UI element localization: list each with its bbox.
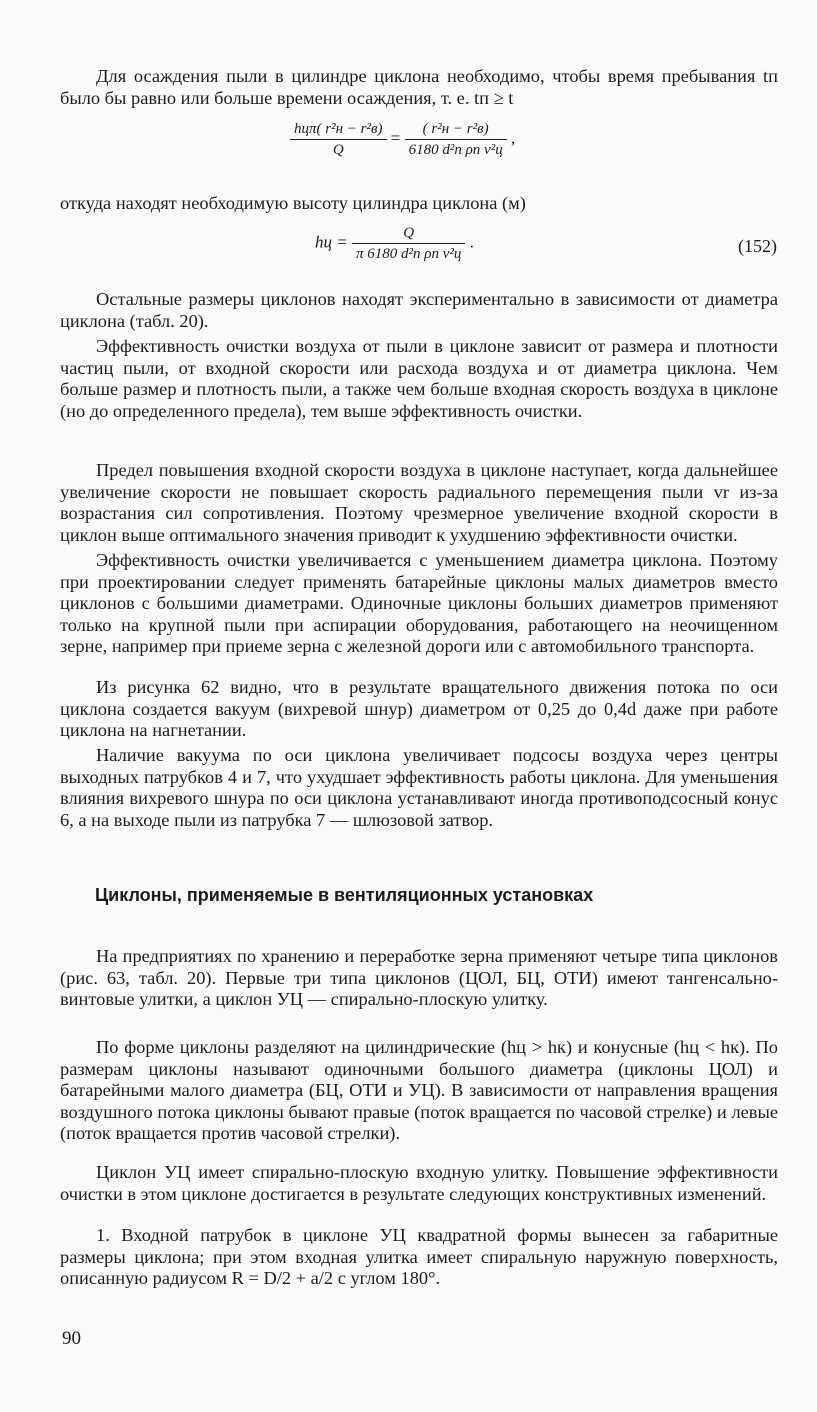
formula1-right-denominator: 6180 d²п ρп v²ц [408, 142, 503, 158]
paragraph-uc-cyclone: Циклон УЦ имеет спирально-плоскую входную улитку. Повышение эффективности очистки в этом циклоне достигается в результате следующих конструктивных изменений. [60, 1162, 778, 1204]
paragraph-other-dimensions: Остальные размеры циклонов находят экспериментально в зависимости от диаметра циклона (табл. 20). [60, 289, 778, 331]
formula1-left-denominator: Q [332, 142, 344, 158]
formula-cylinder-height [315, 224, 474, 263]
formula2-lhs: hц = [315, 232, 348, 252]
paragraph-vortex-vacuum: Из рисунка 62 видно, что в результате вращательного движения потока по оси циклона создается вакуум (вихревой шнур) диаметром от 0,25 до 0,4d даже при работе циклона на нагнетании. [60, 677, 778, 741]
paragraph-inlet-design: 1. Входной патрубок в циклоне УЦ квадратной формы вынесен за габаритные размеры циклона; при этом входная улитка имеет спиральную наружную поверхность, описанную радиусом R = D/2 + a/2 с углом 180°. [60, 1225, 778, 1289]
section-heading: Циклоны, применяемые в вентиляционных установках [95, 885, 594, 905]
paragraph-diameter-effect: Эффективность очистки увеличивается с уменьшением диаметра циклона. Поэтому при проектировании следует применять батарейные циклоны малых диаметров вместо циклонов с большими диаметрами. Одиночные циклоны больших диаметров применяют только на крупной пыли при аспирации оборудования, работающего на неочищенном зерне, например при приеме зерна с железной дороги или с автомобильного транспорта. [60, 550, 778, 657]
paragraph-height-intro: откуда находят необходимую высоту цилиндра циклона (м) [60, 193, 526, 213]
paragraph-cyclone-forms: По форме циклоны разделяют на цилиндрические (hц > hк) и конусные (hц < hк). По размерам циклоны называют одиночными большого диаметра (циклоны ЦОЛ) и батарейными малого диаметра (БЦ, ОТИ и УЦ). В зависимости от направления вращения воздушного потока циклоны бывают правые (поток вращается по часовой стрелке) и левые (поток вращается против часовой стрелки). [60, 1037, 778, 1144]
paragraph-vacuum-leakage: Наличие вакуума по оси циклона увеличивает подсосы воздуха через центры выходных патрубков 4 и 7, что ухудшает эффективность работы циклона. Для уменьшения влияния вихревого шнура по оси циклона устанавливают иногда противоподсосный конус 6, а на выходе пыли из патрубка 7 — шлюзовой затвор. [60, 745, 778, 830]
paragraph-cyclone-types: На предприятиях по хранению и переработке зерна применяют четыре типа циклонов (рис. 63, табл. 20). Первые три типа циклонов (ЦОЛ, БЦ, ОТИ) имеют тангенсально-винтовые улитки, а циклон УЦ — спирально-плоскую улитку. [60, 946, 778, 1010]
formula1-right-fraction [405, 120, 507, 159]
paragraph-efficiency-factors: Эффективность очистки воздуха от пыли в циклоне зависит от размера и плотности частиц пыли, от входной скорости или расхода воздуха и от диаметра циклона. Чем больше размер и плотность пыли, а также чем больше входная скорость воздуха в циклоне (но до определенного предела), тем выше эффективность очистки. [60, 336, 778, 421]
formula2-period: . [469, 232, 474, 252]
formula2-denominator: π 6180 d²п ρп v²ц [355, 246, 462, 262]
formula1-left-fraction [290, 120, 387, 159]
formula1-left-numerator: hцπ( r²н − r²в) [290, 120, 387, 140]
formula1-equals: = [390, 128, 401, 148]
formula1-comma: , [510, 128, 516, 148]
formula2-numerator: Q [352, 224, 465, 244]
formula1-right-numerator: ( r²н − r²в) [405, 120, 507, 140]
equation-number: (152) [738, 236, 777, 256]
formula-settling-time [290, 120, 515, 159]
paragraph-time-condition: Для осаждения пыли в цилиндре циклона необходимо, чтобы время пребывания tп было бы равно или больше времени осаждения, т. е. tп ≥ t [60, 66, 778, 108]
paragraph-inlet-speed-limit: Предел повышения входной скорости воздуха в циклоне наступает, когда дальнейшее увеличение скорости не повышает скорость радиального перемещения пыли vr из-за возрастания сил сопротивления. Поэтому чрезмерное увеличение входной скорости в циклон выше оптимального значения приводит к ухудшению эффективности очистки. [60, 460, 778, 545]
formula2-fraction [352, 224, 465, 263]
page-number: 90 [62, 1328, 81, 1349]
